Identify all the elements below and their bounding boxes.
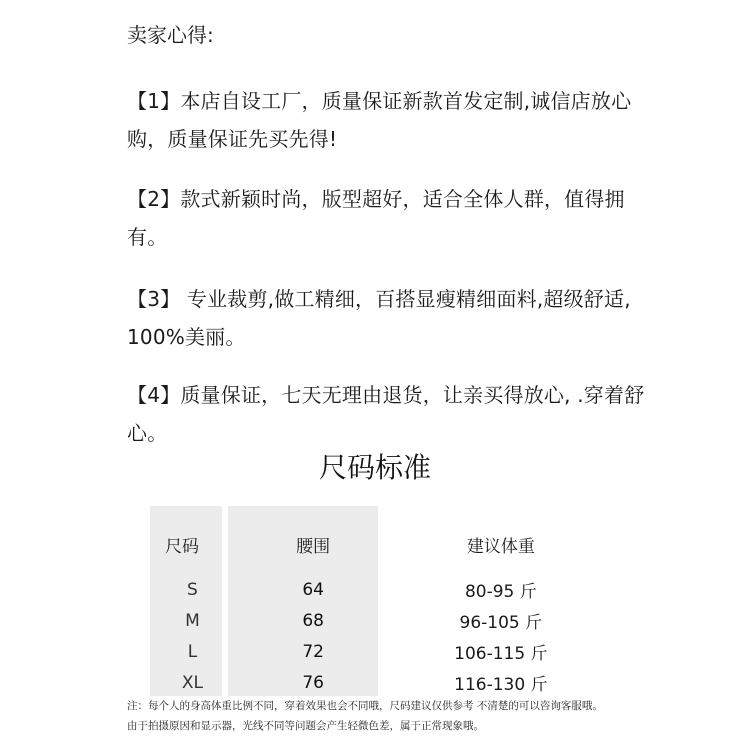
header-weight: 建议体重: [466, 537, 535, 557]
table-row: [150, 636, 616, 667]
table-row: [150, 574, 616, 605]
cell-weight: 106-115 斤: [454, 644, 548, 664]
header-size: 尺码: [165, 537, 199, 557]
cell-size: M: [185, 610, 200, 631]
seller-note-4: 【4】质量保证，七天无理由退货，让亲买得放心, .穿着舒心。: [127, 383, 645, 445]
size-note: 注：每个人的身高体重比例不同，穿着效果也会不同哦，尺码建议仅供参考 不清楚的可以咨询客服哦。: [127, 700, 603, 712]
size-chart: [150, 506, 616, 696]
cell-waist: 64: [302, 579, 324, 600]
header-waist: 腰围: [296, 537, 331, 557]
cell-weight: 116-130 斤: [454, 675, 548, 695]
cell-weight: 80-95 斤: [464, 582, 537, 602]
table-row: [150, 667, 616, 698]
table-row: [150, 605, 616, 636]
cell-size: S: [187, 579, 198, 600]
cell-weight: 96-105 斤: [459, 613, 543, 633]
size-chart-title: 尺码标准: [318, 451, 431, 484]
seller-note-2: 【2】款式新颖时尚，版型超好，适合全体人群，值得拥有。: [127, 187, 625, 249]
cell-waist: 68: [302, 610, 324, 631]
cell-waist: 76: [302, 672, 324, 693]
size-table: [150, 532, 616, 698]
seller-note-3: 【3】 专业裁剪,做工精细，百搭显瘦精细面料,超级舒适, 100%美丽。: [127, 287, 631, 349]
table-header-row: [150, 532, 616, 574]
cell-waist: 72: [302, 641, 324, 662]
seller-note-1: 【1】本店自设工厂，质量保证新款首发定制,诚信店放心购，质量保证先买先得!: [127, 89, 632, 151]
color-note: 由于拍摄原因和显示器，光线不同等问题会产生轻微色差，属于正常现象哦。: [127, 720, 484, 732]
seller-notes-heading: 卖家心得:: [127, 23, 214, 47]
cell-size: L: [187, 641, 198, 662]
cell-size: XL: [181, 672, 203, 693]
